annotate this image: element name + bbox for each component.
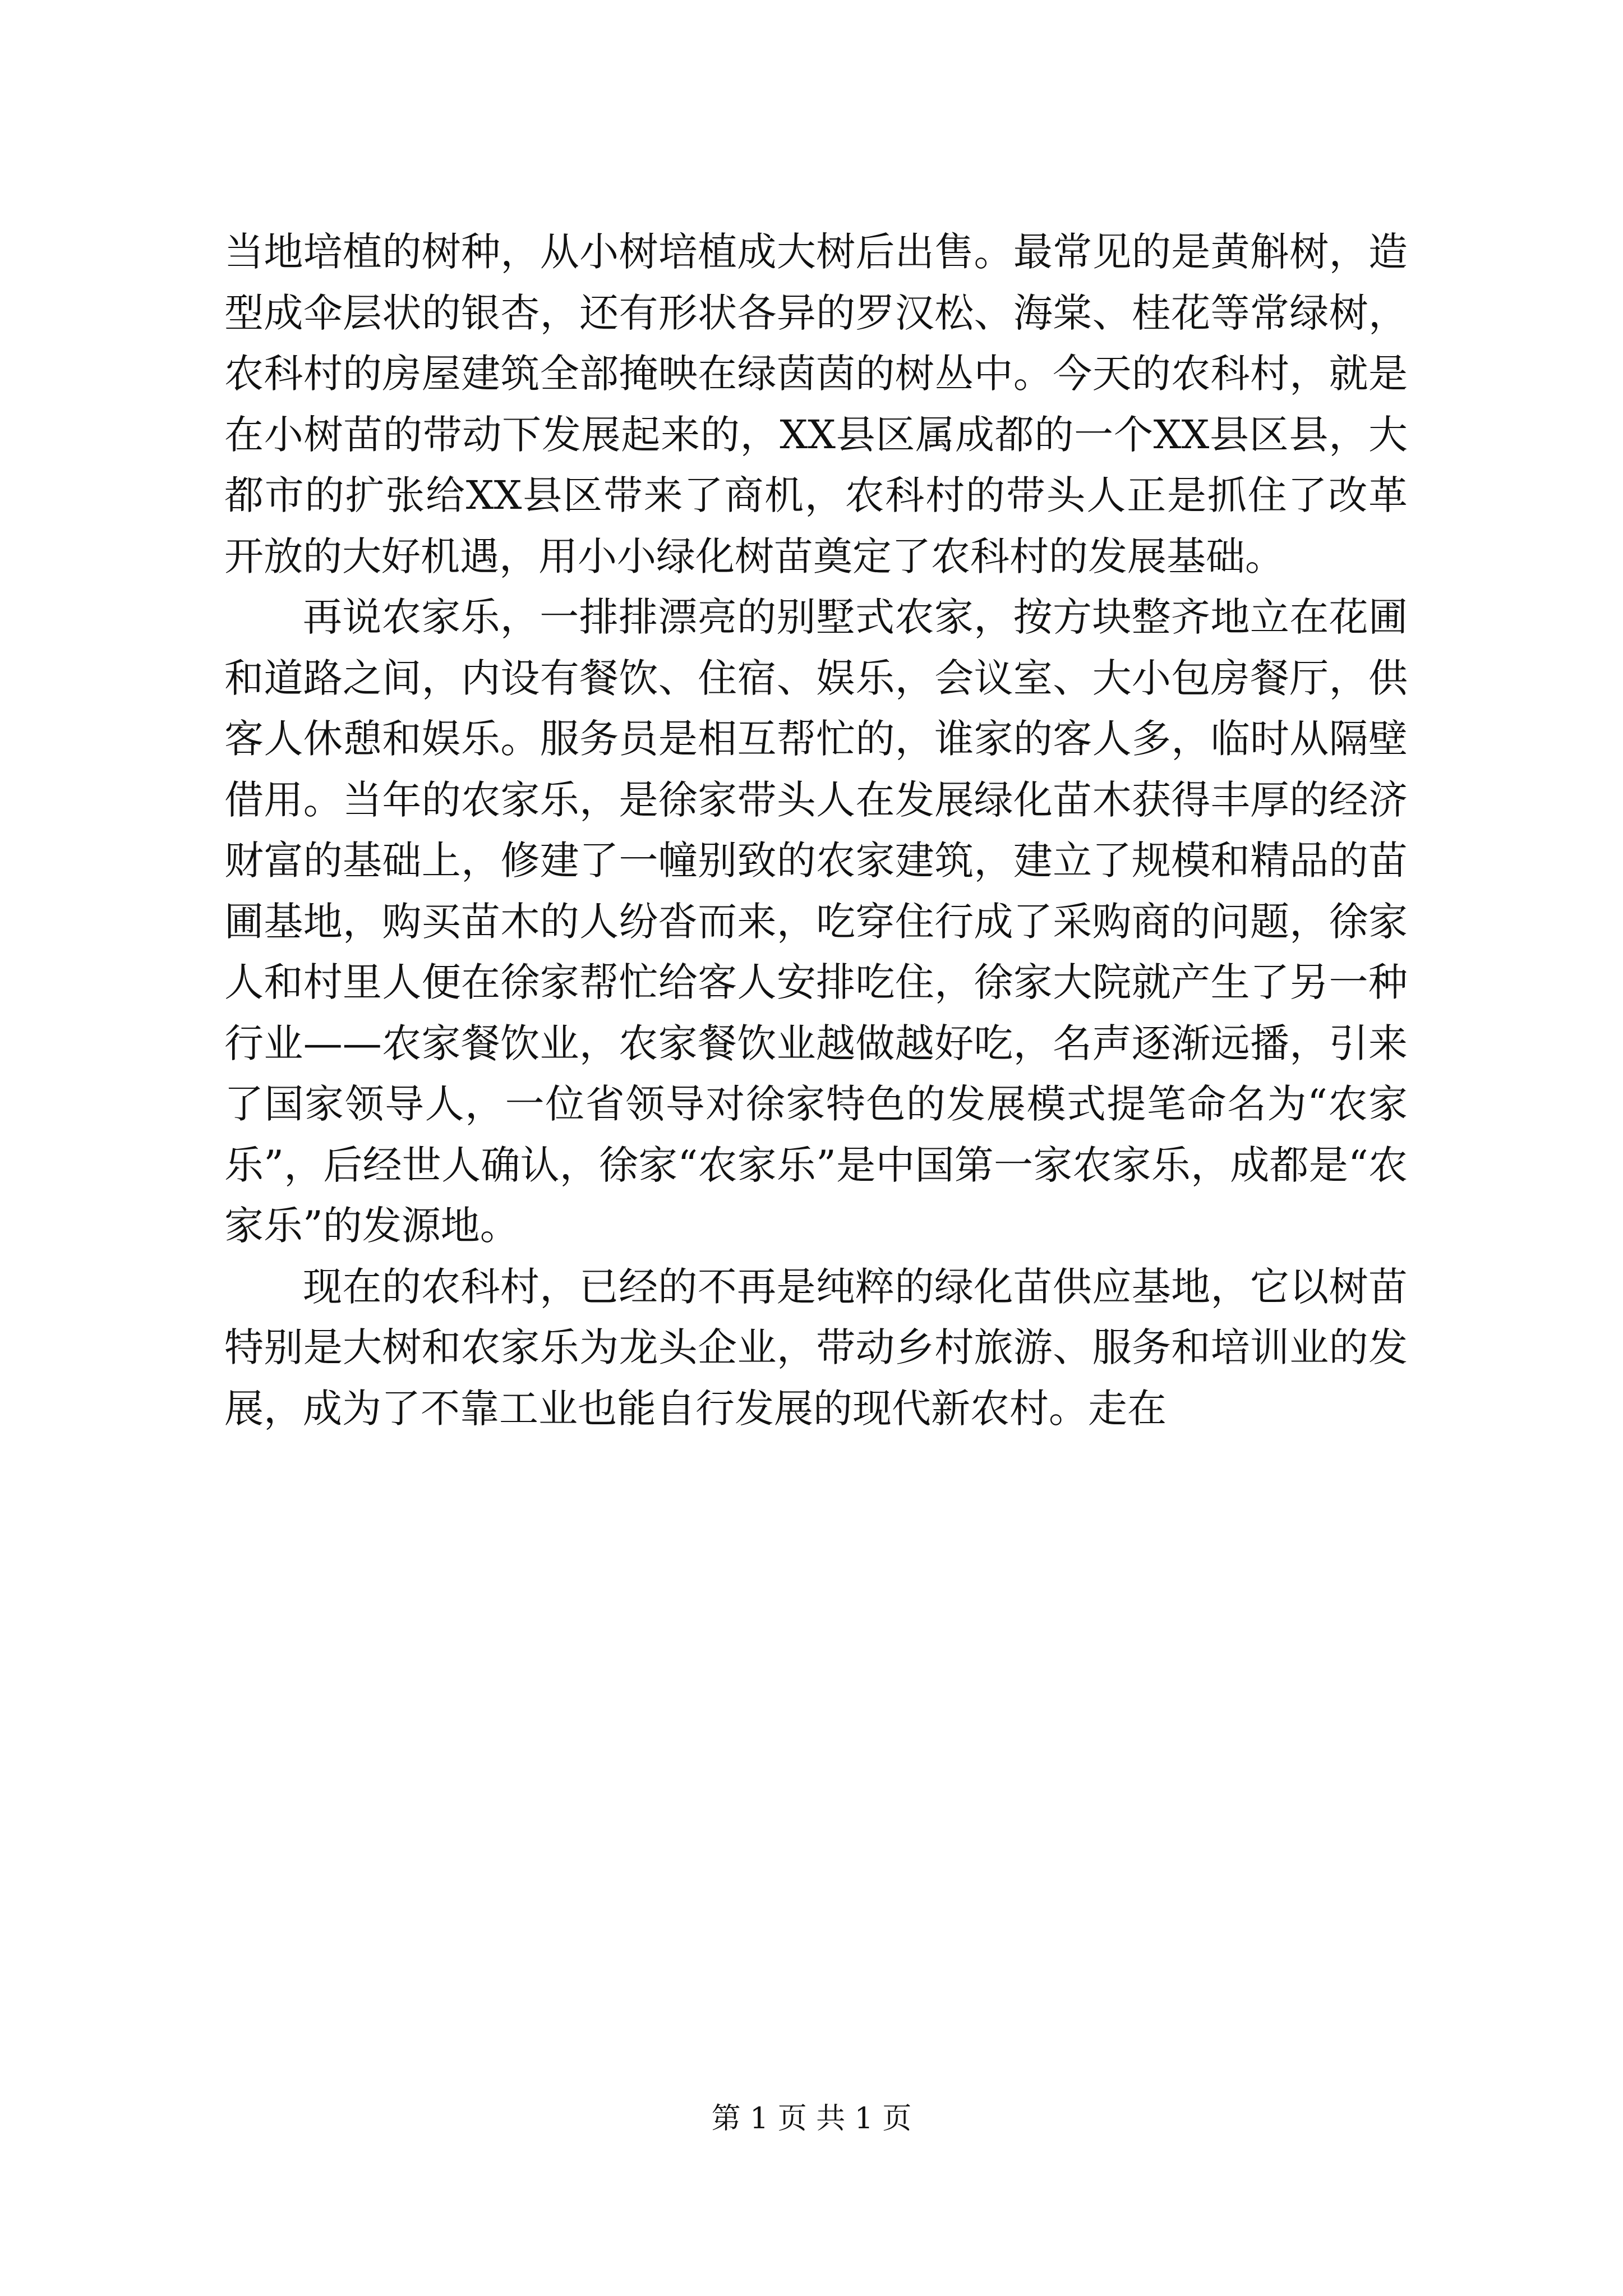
paragraph-1: 当地培植的树种，从小树培植成大树后出售。最常见的是黄斛树，造型成伞层状的银杏，还有形状各异的罗汉松、海棠、桂花等常绿树，农科村的房屋建筑全部掩映在绿茵茵的树丛中。今天的农科村，就是在小树苗的带动下发展起来的，XX县区属成都的一个XX县区县，大都市的扩张给XX县区带来了商机，农科村的带头人正是抓住了改革开放的大好机遇，用小小绿化树苗奠定了农科村的发展基础。	[224, 229, 1408, 579]
body-text	[224, 222, 1408, 1439]
page-footer: 第 1 页 共 1 页	[711, 2102, 912, 2136]
paragraph-2: 再说农家乐，一排排漂亮的别墅式农家，按方块整齐地立在花圃和道路之间，内设有餐饮、住宿、娱乐，会议室、大小包房餐厅，供客人休憩和娱乐。服务员是相互帮忙的，谁家的客人多，临时从隔壁借用。当年的农家乐，是徐家带头人在发展绿化苗木获得丰厚的经济财富的基础上，修建了一幢别致的农家建筑，建立了规模和精品的苗圃基地，购买苗木的人纷沓而来，吃穿住行成了采购商的问题，徐家人和村里人便在徐家帮忙给客人安排吃住，徐家大院就产生了另一种行业——农家餐饮业，农家餐饮业越做越好吃，名声逐渐远播，引来了国家领导人，一位省领导对徐家特色的发展模式提笔命名为“农家乐”，后经世人确认，徐家“农家乐”是中国第一家农家乐，成都是“农家乐”的发源地。	[224, 594, 1408, 1249]
paragraph-3: 现在的农科村，已经的不再是纯粹的绿化苗供应基地，它以树苗特别是大树和农家乐为龙头企业，带动乡村旅游、服务和培训业的发展，成为了不靠工业也能自行发展的现代新农村。走在	[224, 1263, 1408, 1432]
